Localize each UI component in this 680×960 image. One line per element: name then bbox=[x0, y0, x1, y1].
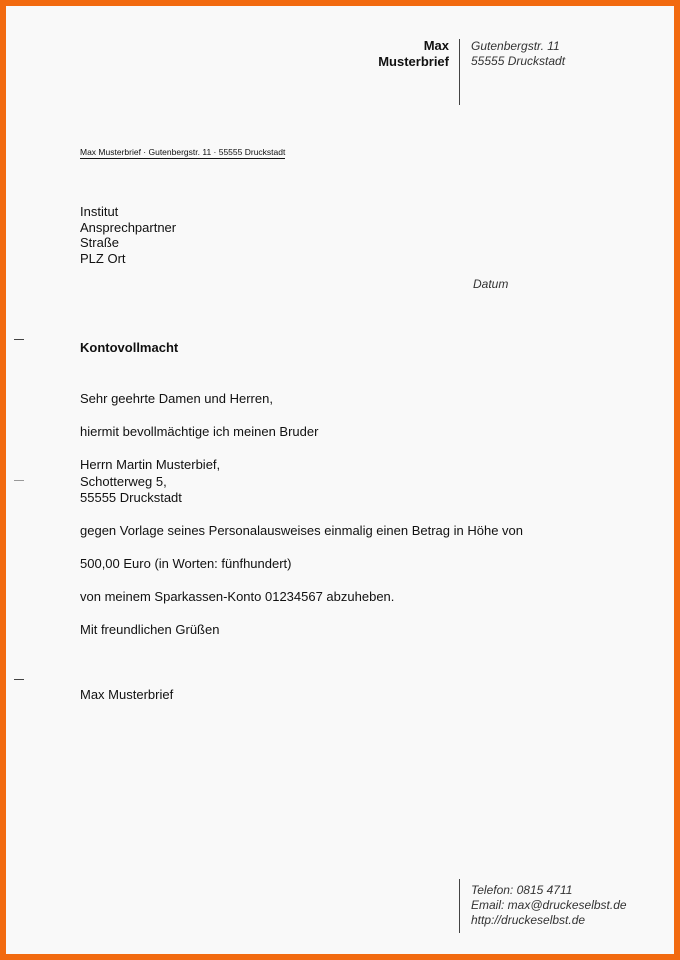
fold-mark-top bbox=[14, 339, 24, 340]
recipient-line-institut: Institut bbox=[80, 204, 119, 219]
contact-email: Email: max@druckeselbst.de bbox=[471, 898, 627, 912]
punch-mark bbox=[14, 480, 24, 481]
subject-line: Kontovollmacht bbox=[80, 340, 179, 355]
header-divider bbox=[459, 39, 460, 105]
sender-last-name: Musterbrief bbox=[378, 54, 449, 69]
sender-city: 55555 Druckstadt bbox=[471, 54, 566, 68]
body-paragraph-2: gegen Vorlage seines Personalausweises einmalig einen Betrag in Höhe von bbox=[80, 523, 524, 538]
sender-address bbox=[471, 39, 565, 69]
amount-line: 500,00 Euro (in Worten: fünfhundert) bbox=[80, 556, 292, 571]
recipient-line-city: PLZ Ort bbox=[80, 250, 126, 266]
date-field: Datum bbox=[473, 277, 509, 291]
contact-info bbox=[471, 883, 627, 928]
recipient-line-contact: Ansprechpartner bbox=[80, 219, 177, 235]
fold-mark-bottom bbox=[14, 679, 24, 680]
return-address-line: Max Musterbrief · Gutenbergstr. 11 · 55555 Druckstadt bbox=[80, 147, 286, 157]
authorized-person-address bbox=[80, 457, 220, 507]
person-street: Schotterweg 5, bbox=[80, 473, 167, 489]
person-city: 55555 Druckstadt bbox=[80, 490, 182, 505]
recipient-line-street: Straße bbox=[80, 235, 120, 250]
person-name: Herrn Martin Musterbief, bbox=[80, 457, 221, 472]
signature-name: Max Musterbrief bbox=[80, 687, 174, 702]
body-paragraph-3: von meinem Sparkassen-Konto 01234567 abzuheben. bbox=[80, 589, 395, 604]
sender-street: Gutenbergstr. 11 bbox=[471, 39, 560, 53]
letter-page bbox=[6, 6, 674, 954]
salutation: Sehr geehrte Damen und Herren, bbox=[80, 391, 273, 406]
sender-first-name: Max bbox=[423, 38, 449, 53]
contact-web: http://druckeselbst.de bbox=[471, 913, 586, 927]
sender-name bbox=[378, 38, 449, 70]
footer-divider bbox=[459, 879, 460, 933]
closing: Mit freundlichen Grüßen bbox=[80, 622, 220, 637]
contact-phone: Telefon: 0815 4711 bbox=[471, 883, 573, 897]
body-paragraph-1: hiermit bevollmächtige ich meinen Bruder bbox=[80, 424, 319, 439]
recipient-address bbox=[80, 204, 176, 266]
